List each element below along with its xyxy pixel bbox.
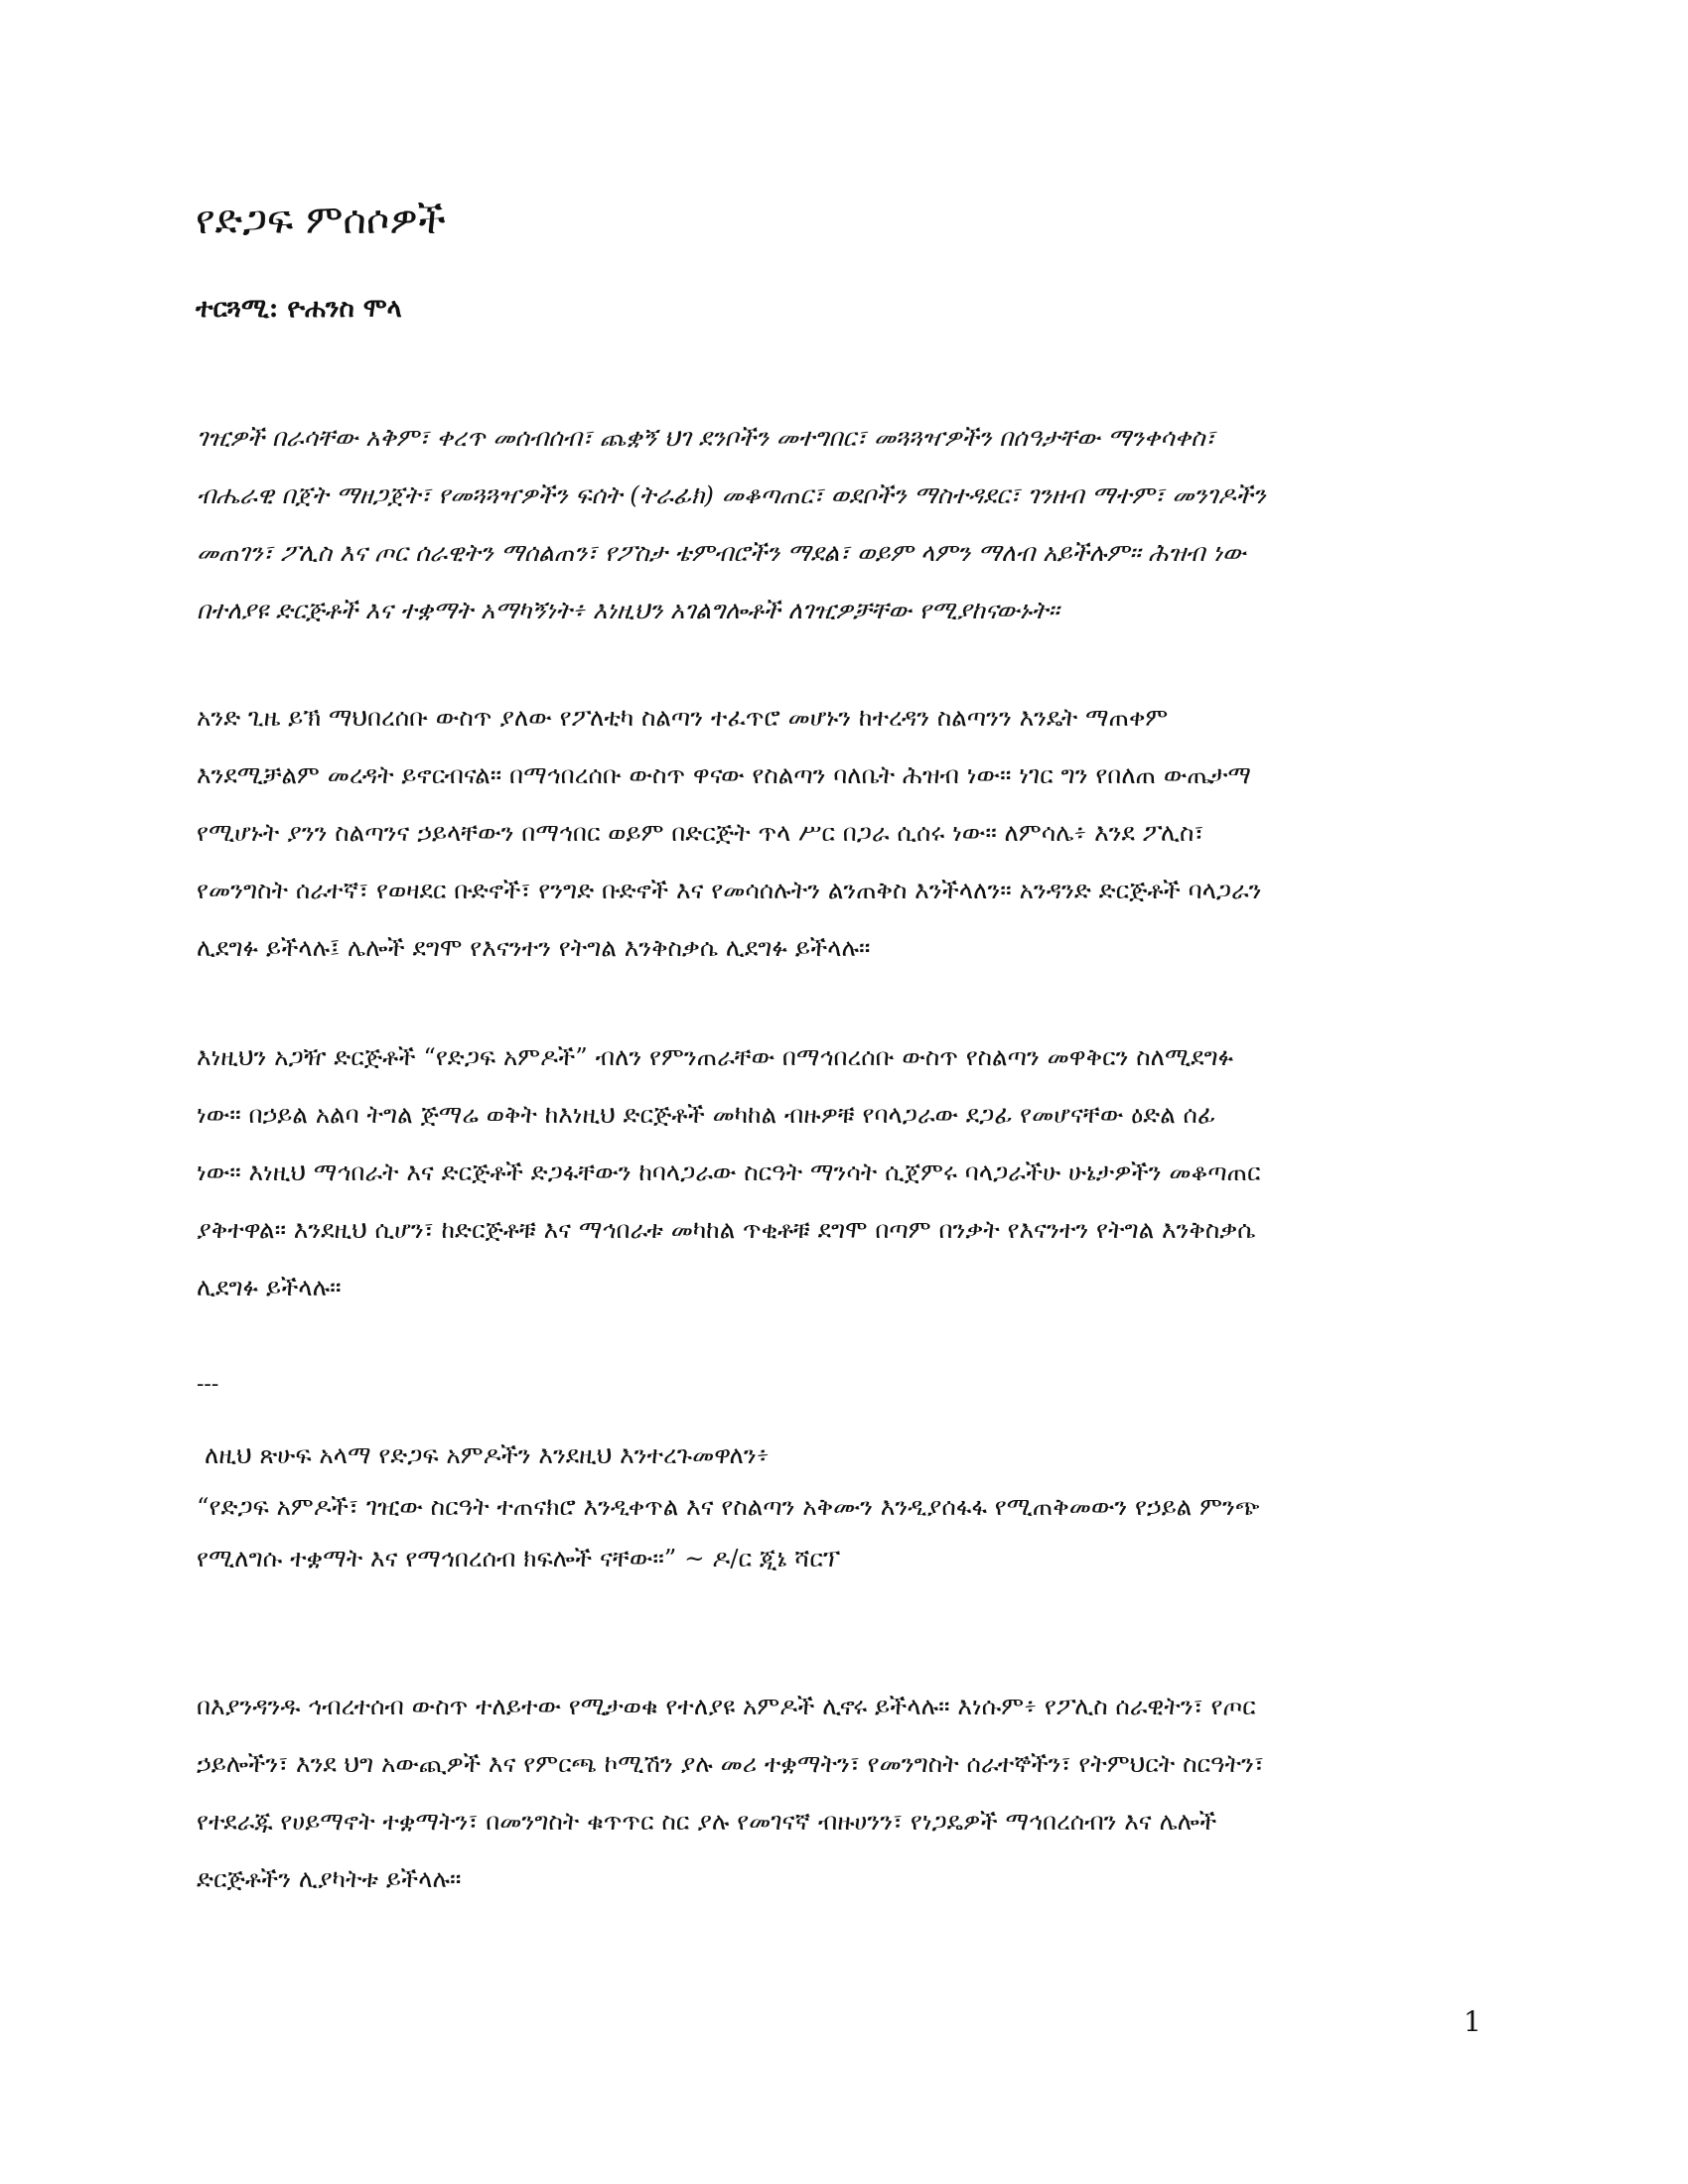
paragraph-line: እነዚህን አጋዥ ድርጅቶች “የድጋፍ አምዶች” ብለን የምንጠራቸው በማኅበረሰቡ ውስጥ የስልጣን መዋቅርን ስለሚደግፉ [197, 1042, 1234, 1071]
paragraph-line: ገዢዎች በራሳቸው አቅም፣ ቀረጥ መሰብሰብ፣ ጨቋኝ ህገ ደንቦችን መተግበር፣ መጓጓዣዎችን በሰዓታቸው ማንቀሳቀስ፣ [197, 423, 1215, 452]
paragraph-line: ሊደግፉ ይችላሉ። [197, 1273, 342, 1301]
paragraph-line: አንድ ጊዜ ይኽ ማህበረሰቡ ውስጥ ያለው የፖለቲካ ስልጣን ተፈጥሮ መሆኑን ከተረዳን ስልጣንን እንዴት ማጠቀም [197, 703, 1169, 732]
paragraph-2 [197, 689, 1497, 977]
page-number: 1 [1464, 2005, 1481, 2038]
quote-line: የሚለግሱ ተቋማት እና የማኅበረሰብ ክፍሎች ናቸው።” ~ ዶ/ር ጂኔ ሻርፕ [197, 1544, 841, 1572]
quote-line: “የድጋፍ አምዶች፣ ገዢው ስርዓት ተጠናክሮ እንዲቀጥል እና የስልጣን አቅሙን እንዲያሰፋፋ የሚጠቅመውን የኃይል ምንጭ [197, 1492, 1260, 1521]
paragraph-line: ነው። በኃይል አልባ ትግል ጅማሬ ወቅት ከእነዚህ ድርጅቶች መካከል ብዙዎቹ የባላጋራው ደጋፊ የመሆናቸው ዕድል ሰፊ [197, 1100, 1216, 1129]
paragraph-line: ሊደግፉ ይችላሉ፤ ሌሎች ደግሞ የእናንተን የትግል እንቅስቃሴ ሊደግፉ ይችላሉ። [197, 933, 871, 962]
paragraph-line: ኃይሎችን፣ እንደ ህግ አውጪዎች እና የምርጫ ኮሚሽን ያሉ መሪ ተቋማትን፣ የመንግስት ሰራተኞችን፣ የትምህርት ስርዓትን፣ [197, 1749, 1264, 1778]
paragraph-4 [197, 1678, 1497, 1908]
paragraph-line: ብሔራዊ በጀት ማዘጋጀት፣ የመጓጓዣዎችን ፍሰት (ትራፊክ) መቆጣጠር፣ ወደቦችን ማስተዳደር፣ ገንዘብ ማተም፣ መንገዶችን [197, 480, 1266, 509]
paragraph-line: በእያንዳንዱ ኅብረተሰብ ውስጥ ተለይተው የሚታወቁ የተለያዩ አምዶች ሊኖሩ ይችላሉ። እነሱም፥ የፖሊስ ሰራዊትን፣ የጦር [197, 1692, 1256, 1720]
paragraph-line: የተደራጁ የሀይማኖት ተቋማትን፣ በመንግስት ቁጥጥር ስር ያሉ የመገናኛ ብዙሀንን፣ የነጋዴዎች ማኅበረሰብን እና ሌሎች [197, 1807, 1217, 1836]
paragraph-line: ድርጅቶችን ሊያካትቱ ይችላሉ። [197, 1864, 462, 1893]
definition-block [197, 1430, 1260, 1584]
paragraph-line: በተለያዩ ድርጅቶች እና ተቋማት አማካኝነት፥ እነዚህን አገልግሎቶች ለገዢዎቻቸው የሚያከናውኑት። [197, 596, 1059, 624]
paragraph-1 [197, 409, 1497, 639]
document-title: የድጋፍ ምሰሶዎች [196, 198, 446, 243]
section-separator: --- [197, 1372, 219, 1397]
quote-intro: ለዚህ ጽሁፍ አላማ የድጋፍ አምዶችን እንደዚህ እንተረጉመዋለን፥ [205, 1440, 770, 1469]
paragraph-line: የመንግስት ሰራተኛ፣ የወዛደር ቡድኖች፣ የንግድ ቡድኖች እና የመሳሰሉትን ልንጠቅስ እንችላለን። አንዳንድ ድርጅቶች ባላጋራን [197, 876, 1262, 904]
paragraph-3 [197, 1028, 1497, 1316]
paragraph-line: መጠገን፣ ፖሊስ እና ጦር ሰራዊትን ማሰልጠን፣ የፖስታ ቴምብሮችን ማደል፣ ወይም ላምን ማለብ አይችሉም። ሕዝብ ነው [197, 538, 1246, 567]
paragraph-line: ነው። እነዚህ ማኅበራት እና ድርጅቶች ድጋፋቸውን ከባላጋራው ስርዓት ማንሳት ሲጀምሩ ባላጋራችሁ ሁኔታዎችን መቆጣጠር [197, 1158, 1261, 1186]
paragraph-line: ያቅተዋል። እንደዚህ ሲሆን፣ ከድርጅቶቹ እና ማኅበራቱ መካከል ጥቂቶቹ ደግሞ በጣም በንቃት የእናንተን የትግል እንቅስቃሴ [197, 1215, 1256, 1244]
translator-credit: ተርጓሚ: ዮሐንስ ሞላ [196, 294, 402, 324]
paragraph-line: እንደሚቻልም መረዳት ይኖርብናል። በማኅበረሰቡ ውስጥ ዋናው የስልጣን ባለቤት ሕዝብ ነው። ነገር ግን የበለጠ ውጤታማ [197, 760, 1251, 789]
paragraph-line: የሚሆኑት ያንን ስልጣንና ኃይላቸውን በማኅበር ወይም በድርጅት ጥላ ሥር በጋራ ሲሰሩ ነው። ለምሳሌ፥ እንደ ፖሊስ፣ [197, 818, 1204, 847]
